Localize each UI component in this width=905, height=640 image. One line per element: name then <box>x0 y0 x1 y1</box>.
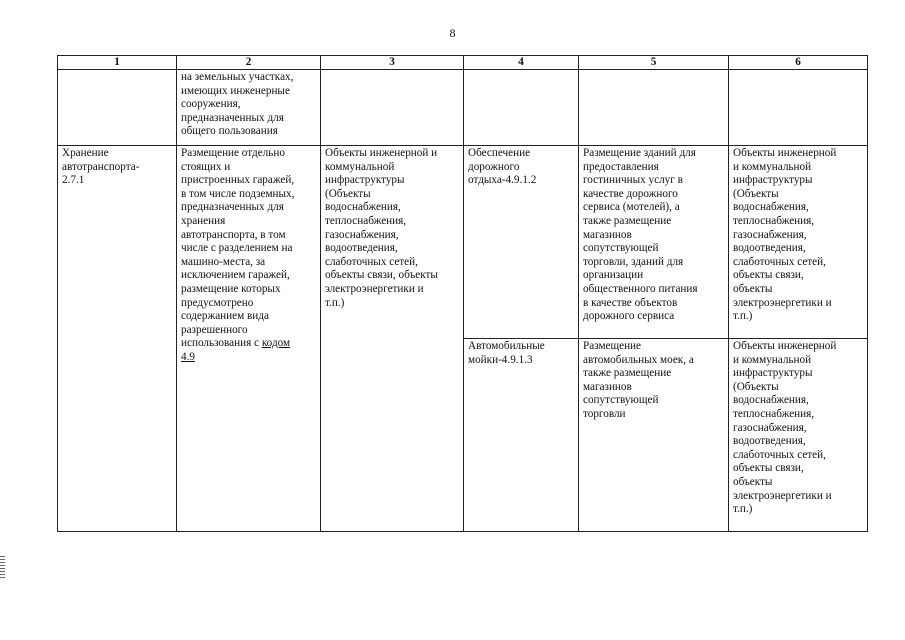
category-cell: Хранение автотранспорта- 2.7.1 <box>58 146 177 532</box>
use-description-cell: Размещение зданий для предоставления гостиничных услуг в качестве дорожного сервиса (мотелей), а также размещение магазинов сопутствующей торговли, зданий для организации общественного питания в качестве объектов дорожного сервиса <box>579 146 729 339</box>
empty-cell <box>729 70 868 146</box>
table-row-road-rest <box>58 146 868 339</box>
empty-cell <box>321 70 464 146</box>
table-header-row <box>58 56 868 70</box>
header-cell-2: 2 <box>177 56 321 70</box>
binding-margin-mark <box>0 556 5 578</box>
category-description-cell <box>177 146 321 532</box>
header-cell-5: 5 <box>579 56 729 70</box>
use-description-cell: Размещение автомобильных моек, а также размещение магазинов сопутствующей торговли <box>579 339 729 532</box>
header-cell-1: 1 <box>58 56 177 70</box>
empty-cell <box>58 70 177 146</box>
description-text: Размещение отдельно стоящих и пристроенных гаражей, в том числе подземных, предназначенных для хранения автотранспорта, в том числе с разделением на машино-места, за исключением гаражей, размещение которых предусмотрено содержанием вида разрешенного использования с <box>181 147 295 350</box>
continuation-description-cell: на земельных участках, имеющих инженерные сооружения, предназначенных для общего пользования <box>177 70 321 146</box>
page-number: 8 <box>449 26 456 40</box>
header-cell-3: 3 <box>321 56 464 70</box>
use-name-cell: Автомобильные мойки-4.9.1.3 <box>464 339 579 532</box>
header-cell-6: 6 <box>729 56 868 70</box>
table-row-continuation <box>58 70 868 146</box>
use-name-cell: Обеспечение дорожного отдыха-4.9.1.2 <box>464 146 579 339</box>
use-infrastructure-cell: Объекты инженерной и коммунальной инфраструктуры (Объекты водоснабжения, теплоснабжения, газоснабжения, водоотведения, слаботочных сетей, объекты связи, объекты электроэнергетики и т.п.) <box>729 146 868 339</box>
code-link[interactable]: кодом 4.9 <box>181 337 291 363</box>
category-infrastructure-cell: Объекты инженерной и коммунальной инфраструктуры (Объекты водоснабжения, теплоснабжения, газоснабжения, водоотведения, слаботочных сетей, объекты связи, объекты электроэнергетики и т.п.) <box>321 146 464 532</box>
empty-cell <box>464 70 579 146</box>
use-infrastructure-cell: Объекты инженерной и коммунальной инфраструктуры (Объекты водоснабжения, теплоснабжения, газоснабжения, водоотведения, слаботочных сетей, объекты связи, объекты электроэнергетики и т.п.) <box>729 339 868 532</box>
land-use-table <box>57 55 868 532</box>
header-cell-4: 4 <box>464 56 579 70</box>
empty-cell <box>579 70 729 146</box>
